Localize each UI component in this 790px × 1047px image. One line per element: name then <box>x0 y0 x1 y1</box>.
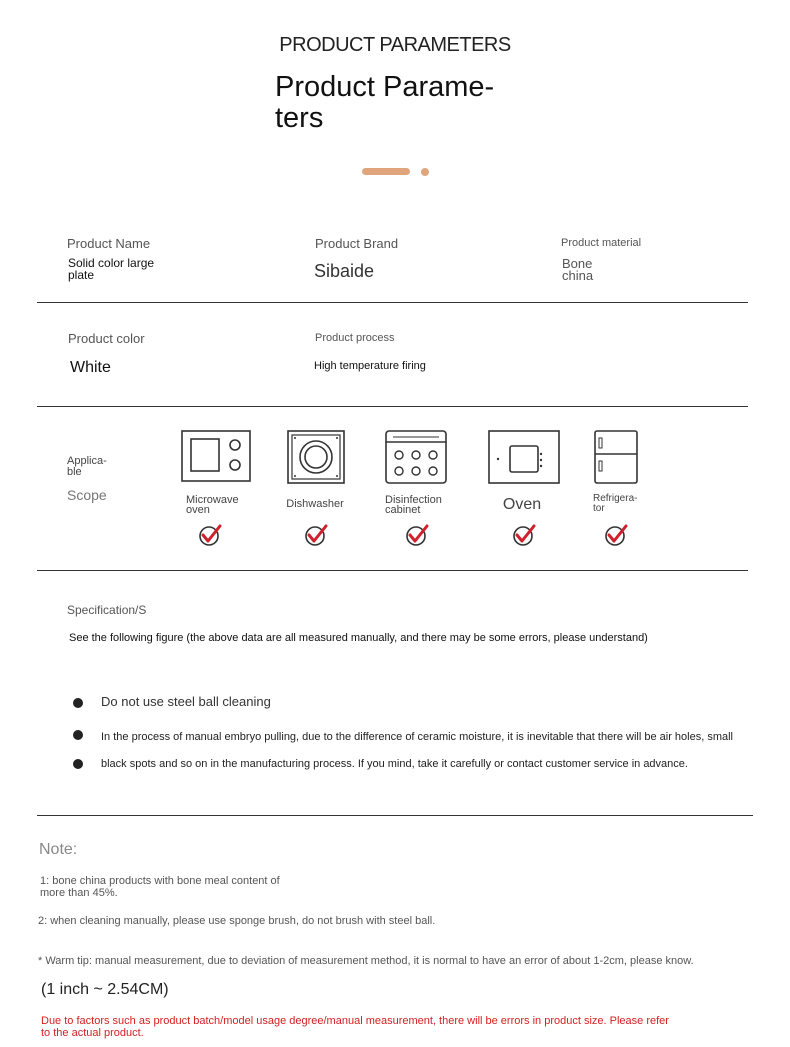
specification-text: See the following figure (the above data are all measured manually, and there may be some errors, please understand) <box>69 632 648 644</box>
bullet-text: Do not use steel ball cleaning <box>101 694 271 709</box>
section-title-large-line1: Product Parame- <box>275 71 495 103</box>
product-brand-value: Sibaide <box>314 261 375 281</box>
bullet-dot <box>73 730 83 740</box>
check-icon <box>512 523 536 547</box>
disinfection-cabinet-icon <box>385 430 447 484</box>
divider <box>37 302 748 303</box>
product-material-value-line2: china <box>562 268 594 283</box>
dishwasher-icon <box>287 430 345 484</box>
scope-item-disinfection-line2: cabinet <box>385 504 421 516</box>
applicable-scope-label-line2: ble <box>67 466 82 478</box>
scope-item-disinfection-label <box>385 495 465 515</box>
section-title-large <box>275 72 535 134</box>
scope-item-refrigerator-line2: tor <box>593 503 605 514</box>
decorative-dot <box>421 168 429 176</box>
product-name-value <box>68 257 154 281</box>
product-material-label: Product material <box>561 237 642 249</box>
scope-item-dishwasher-label: Dishwasher <box>286 498 344 510</box>
product-name-label: Product Name <box>67 236 151 251</box>
divider <box>37 815 753 816</box>
check-icon <box>405 523 429 547</box>
applicable-scope-label-line1: Applica- <box>67 455 107 467</box>
check-icon <box>198 523 222 547</box>
warm-tip: * Warm tip: manual measurement, due to deviation of measurement method, it is normal to have an error of about 1-2cm, please know. <box>38 955 694 967</box>
size-warning-line1: Due to factors such as product batch/model usage degree/manual measurement, there will be errors in product size. Please refer <box>41 1015 669 1027</box>
scope-item-oven-label: Oven <box>502 496 542 513</box>
bullet-text: In the process of manual embryo pulling, due to the difference of ceramic moisture, it is inevitable that there will be air holes, small <box>101 731 734 743</box>
size-warning-line2: to the actual product. <box>41 1027 144 1039</box>
product-color-value: White <box>70 359 111 376</box>
check-icon <box>304 523 328 547</box>
note-1-line1: 1: bone china products with bone meal content of <box>40 875 280 887</box>
scope-item-refrigerator-label <box>593 494 653 514</box>
product-color-label: Product color <box>68 331 145 346</box>
note-1-line2: more than 45%. <box>40 887 118 899</box>
note-2: 2: when cleaning manually, please use sponge brush, do not brush with steel ball. <box>38 915 436 927</box>
inch-conversion: (1 inch ~ 2.54CM) <box>41 981 169 998</box>
scope-item-refrigerator-line1: Refrigera- <box>593 493 638 504</box>
section-title-small: PRODUCT PARAMETERS <box>279 34 511 56</box>
refrigerator-icon <box>594 430 638 484</box>
section-title-large-line2: ters <box>275 102 324 134</box>
bullet-dot <box>73 759 83 769</box>
microwave-icon <box>181 430 251 482</box>
scope-item-microwave-label <box>176 495 258 515</box>
product-material-value-line1: Bone <box>562 256 593 271</box>
product-process-label: Product process <box>315 332 395 344</box>
oven-icon <box>488 430 560 484</box>
product-brand-label: Product Brand <box>315 236 399 251</box>
applicable-scope-label-scope: Scope <box>67 487 107 503</box>
product-name-value-line1: Solid color large <box>68 256 155 270</box>
specification-label: Specification/S <box>67 603 147 617</box>
product-process-value: High temperature firing <box>314 360 426 372</box>
note-heading: Note: <box>39 841 78 858</box>
divider <box>37 570 748 571</box>
bullet-text: black spots and so on in the manufacturing process. If you mind, take it carefully or contact customer service in advance. <box>101 758 688 770</box>
scope-item-microwave-line1: Microwave <box>186 494 239 506</box>
divider <box>37 406 748 407</box>
scope-item-disinfection-line1: Disinfection <box>385 494 442 506</box>
product-name-value-line2: plate <box>68 268 95 282</box>
check-icon <box>604 523 628 547</box>
applicable-scope-label <box>67 456 107 478</box>
bullet-dot <box>73 698 83 708</box>
product-material-value <box>562 258 593 282</box>
scope-item-microwave-line2: oven <box>186 504 210 516</box>
size-warning <box>41 1015 669 1039</box>
decorative-bar <box>362 168 410 175</box>
note-1 <box>40 875 280 899</box>
